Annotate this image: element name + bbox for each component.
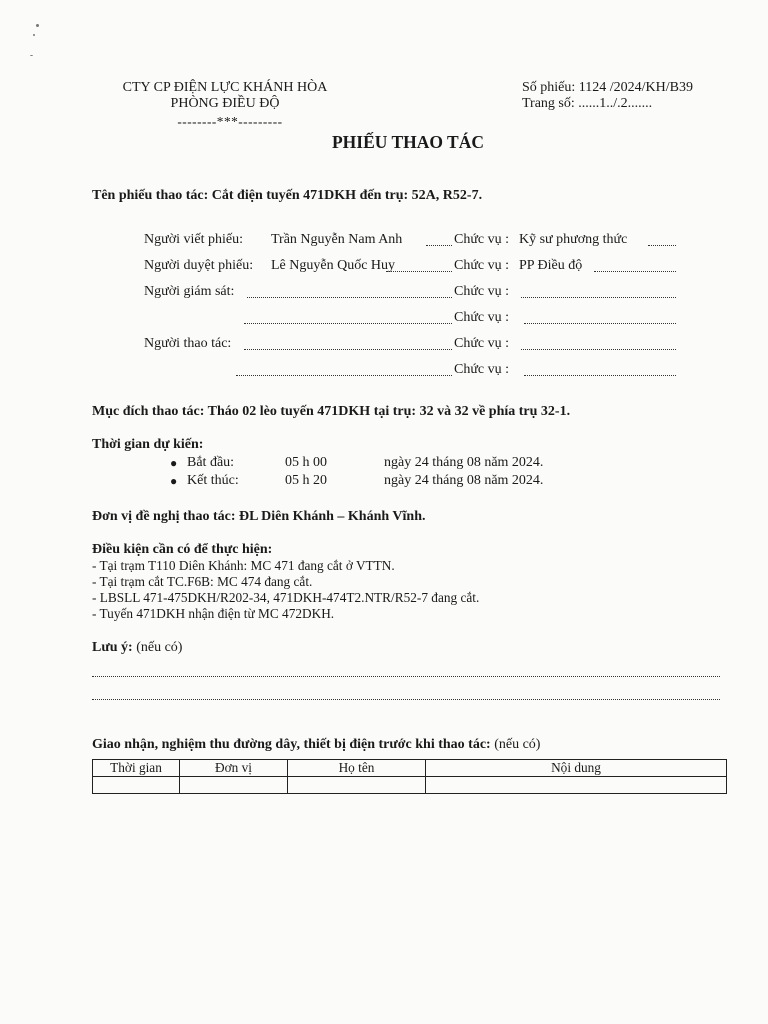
scan-speck bbox=[30, 55, 33, 56]
approver-title-label: Chức vụ : bbox=[454, 258, 510, 273]
scan-speck bbox=[36, 24, 39, 27]
supervisor-role: Người giám sát: bbox=[144, 284, 235, 299]
condition-item: - Tại trạm T110 Diên Khánh: MC 471 đang cắt ở VTTN. bbox=[92, 558, 395, 573]
note-dotted-line bbox=[92, 699, 720, 700]
dotted-fill bbox=[247, 297, 452, 298]
table-cell[interactable] bbox=[288, 777, 426, 794]
operator2-title-label: Chức vụ : bbox=[454, 362, 510, 377]
dotted-fill bbox=[244, 323, 452, 324]
end-label: Kết thúc: bbox=[187, 473, 239, 488]
note-label: Lưu ý: bbox=[92, 640, 133, 655]
operator-role: Người thao tác: bbox=[144, 336, 232, 351]
dotted-fill bbox=[594, 271, 676, 272]
end-date: ngày 24 tháng 08 năm 2024. bbox=[384, 473, 544, 488]
requesting-unit: Đơn vị đề nghị thao tác: ĐL Diên Khánh – Khánh Vĩnh. bbox=[92, 509, 426, 524]
end-time: 05 h 20 bbox=[285, 473, 327, 488]
condition-item: - Tuyến 471DKH nhận điện từ MC 472DKH. bbox=[92, 606, 335, 621]
bullet-icon: ● bbox=[170, 474, 178, 488]
header-separator: --------***--------- bbox=[177, 114, 283, 129]
approver-role: Người duyệt phiếu: bbox=[144, 258, 254, 273]
dotted-fill bbox=[524, 323, 676, 324]
dotted-fill bbox=[386, 271, 452, 272]
handover-heading: Giao nhận, nghiệm thu đường dây, thiết bị điện trước khi thao tác: bbox=[92, 737, 491, 752]
column-header-time: Thời gian bbox=[93, 760, 180, 777]
page-number: Trang số: ......1../.2....... bbox=[522, 96, 653, 111]
note-dotted-line bbox=[92, 676, 720, 677]
handover-heading-line bbox=[92, 737, 540, 753]
handover-hint: (nếu có) bbox=[494, 737, 541, 752]
column-header-content: Nội dung bbox=[426, 760, 727, 777]
table-cell[interactable] bbox=[180, 777, 288, 794]
dotted-fill bbox=[236, 375, 452, 376]
approver-name: Lê Nguyễn Quốc Huy bbox=[271, 258, 396, 273]
writer-title-label: Chức vụ : bbox=[454, 232, 510, 247]
note-line bbox=[92, 640, 182, 656]
table-header-row bbox=[93, 760, 727, 777]
dotted-fill bbox=[648, 245, 676, 246]
start-label: Bắt đầu: bbox=[187, 455, 235, 470]
column-header-unit: Đơn vị bbox=[180, 760, 288, 777]
company-name: CTY CP ĐIỆN LỰC KHÁNH HÒA bbox=[122, 80, 328, 95]
dotted-fill bbox=[521, 297, 676, 298]
start-date: ngày 24 tháng 08 năm 2024. bbox=[384, 455, 544, 470]
conditions-heading: Điều kiện cần có để thực hiện: bbox=[92, 542, 273, 557]
dotted-fill bbox=[521, 349, 676, 350]
scan-speck bbox=[33, 34, 35, 36]
writer-name: Trần Nguyễn Nam Anh bbox=[271, 232, 403, 247]
document-title: PHIẾU THAO TÁC bbox=[331, 132, 485, 152]
supervisor2-title-label: Chức vụ : bbox=[454, 310, 510, 325]
table-cell[interactable] bbox=[426, 777, 727, 794]
condition-item: - Tại trạm cắt TC.F6B: MC 474 đang cắt. bbox=[92, 574, 313, 589]
supervisor-title-label: Chức vụ : bbox=[454, 284, 510, 299]
condition-item: - LBSLL 471-475DKH/R202-34, 471DKH-474T2.NTR/R52-7 đang cắt. bbox=[92, 590, 480, 605]
operator-title-label: Chức vụ : bbox=[454, 336, 510, 351]
start-time: 05 h 00 bbox=[285, 455, 327, 470]
table-row bbox=[93, 777, 727, 794]
table-cell[interactable] bbox=[93, 777, 180, 794]
department-name: PHÒNG ĐIỀU ĐỘ bbox=[170, 96, 280, 111]
dotted-fill bbox=[524, 375, 676, 376]
handover-table bbox=[92, 759, 727, 794]
note-hint: (nếu có) bbox=[136, 640, 183, 655]
schedule-heading: Thời gian dự kiến: bbox=[92, 437, 204, 452]
dotted-fill bbox=[244, 349, 452, 350]
column-header-name: Họ tên bbox=[288, 760, 426, 777]
approver-title-value: PP Điều độ bbox=[519, 258, 583, 273]
writer-title-value: Kỹ sư phương thức bbox=[519, 232, 628, 247]
bullet-icon: ● bbox=[170, 456, 178, 470]
ticket-number: Số phiếu: 1124 /2024/KH/B39 bbox=[522, 80, 693, 95]
operation-name: Tên phiếu thao tác: Cắt điện tuyến 471DKH đến trụ: 52A, R52-7. bbox=[92, 188, 483, 203]
dotted-fill bbox=[426, 245, 452, 246]
operation-purpose: Mục đích thao tác: Tháo 02 lèo tuyến 471DKH tại trụ: 32 và 32 về phía trụ 32-1. bbox=[92, 404, 571, 419]
writer-role: Người viết phiếu: bbox=[144, 232, 243, 247]
